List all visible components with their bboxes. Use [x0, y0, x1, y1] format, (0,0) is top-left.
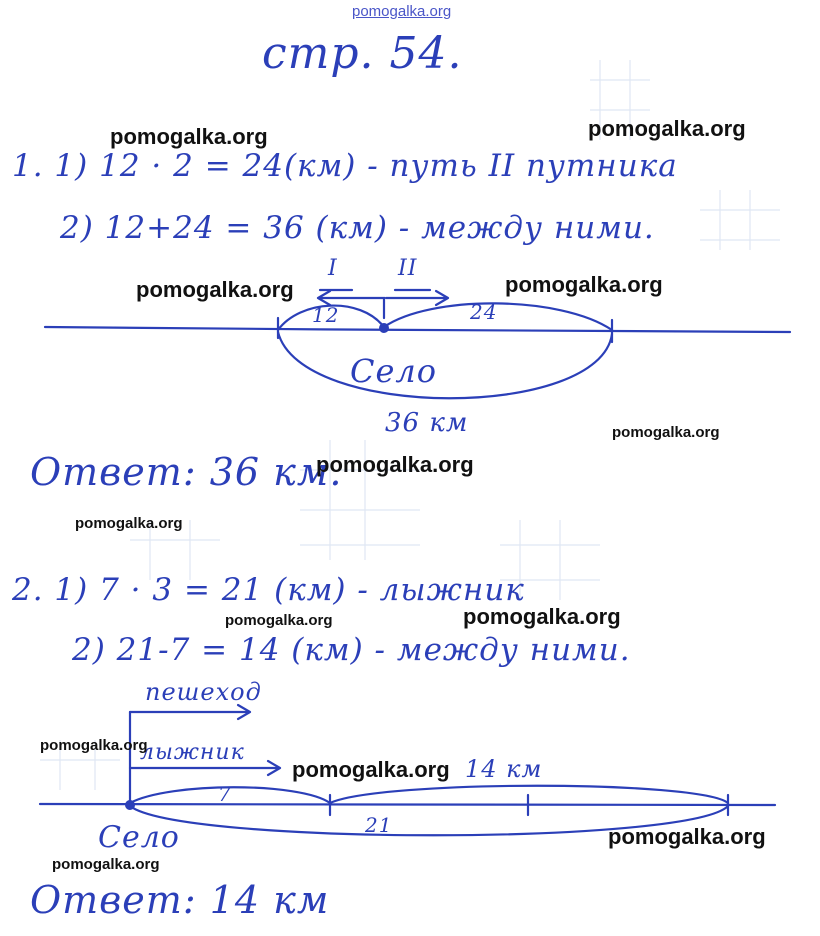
p2-walker-label: пешеход [145, 678, 262, 706]
p2-solution-line-2: 2) 21-7 = 14 (км) - между ними. [72, 632, 631, 668]
p1-solution-line-1: 1. 1) 12 · 2 = 24(км) - путь II путника [12, 148, 678, 184]
p1-right-distance: 24 [470, 300, 498, 324]
p1-solution-line-2: 2) 12+24 = 36 (км) - между ними. [60, 210, 655, 246]
p2-arrow-walker [130, 705, 250, 719]
p1-label-second-traveler: II [398, 256, 418, 281]
watermark: pomogalka.org [52, 856, 160, 873]
watermark: pomogalka.org [40, 737, 148, 754]
p2-skier-distance: 21 [365, 813, 393, 837]
p2-solution-line-1: 2. 1) 7 · 3 = 21 (км) - лыжник [12, 572, 525, 608]
p2-village-label: Село [98, 820, 180, 855]
p1-left-distance: 12 [312, 303, 340, 327]
p1-upper-arc-right [384, 303, 612, 330]
watermark: pomogalka.org [75, 515, 183, 532]
p1-total-distance: 36 км [385, 408, 469, 438]
watermark: pomogalka.org [463, 604, 621, 629]
p1-number-line [45, 327, 790, 332]
p1-lower-arc [278, 332, 612, 398]
watermark: pomogalka.org [612, 424, 720, 441]
site-banner[interactable]: pomogalka.org [352, 3, 452, 20]
watermark: pomogalka.org [136, 277, 294, 302]
watermark: pomogalka.org [505, 272, 663, 297]
p1-village-dot [379, 323, 389, 333]
page-heading: стр. 54. [262, 28, 463, 79]
watermark: pomogalka.org [110, 124, 268, 149]
watermark: pomogalka.org [588, 116, 746, 141]
p2-skier-label: лыжник [140, 740, 245, 765]
p2-gap-distance: 14 км [465, 755, 543, 783]
p2-walker-distance: 7 [218, 782, 232, 806]
p1-village-label: Село [350, 352, 438, 390]
p2-answer: Ответ: 14 км [30, 878, 330, 922]
watermark: pomogalka.org [225, 612, 333, 629]
p2-village-dot [125, 800, 135, 810]
watermark: pomogalka.org [316, 452, 474, 477]
p1-answer: Ответ: 36 км. [30, 450, 343, 494]
watermark: pomogalka.org [292, 757, 450, 782]
p1-label-first-traveler: I [328, 256, 338, 281]
p2-number-line [40, 803, 775, 805]
p1-arrow-right [386, 291, 448, 305]
watermark: pomogalka.org [608, 824, 766, 849]
